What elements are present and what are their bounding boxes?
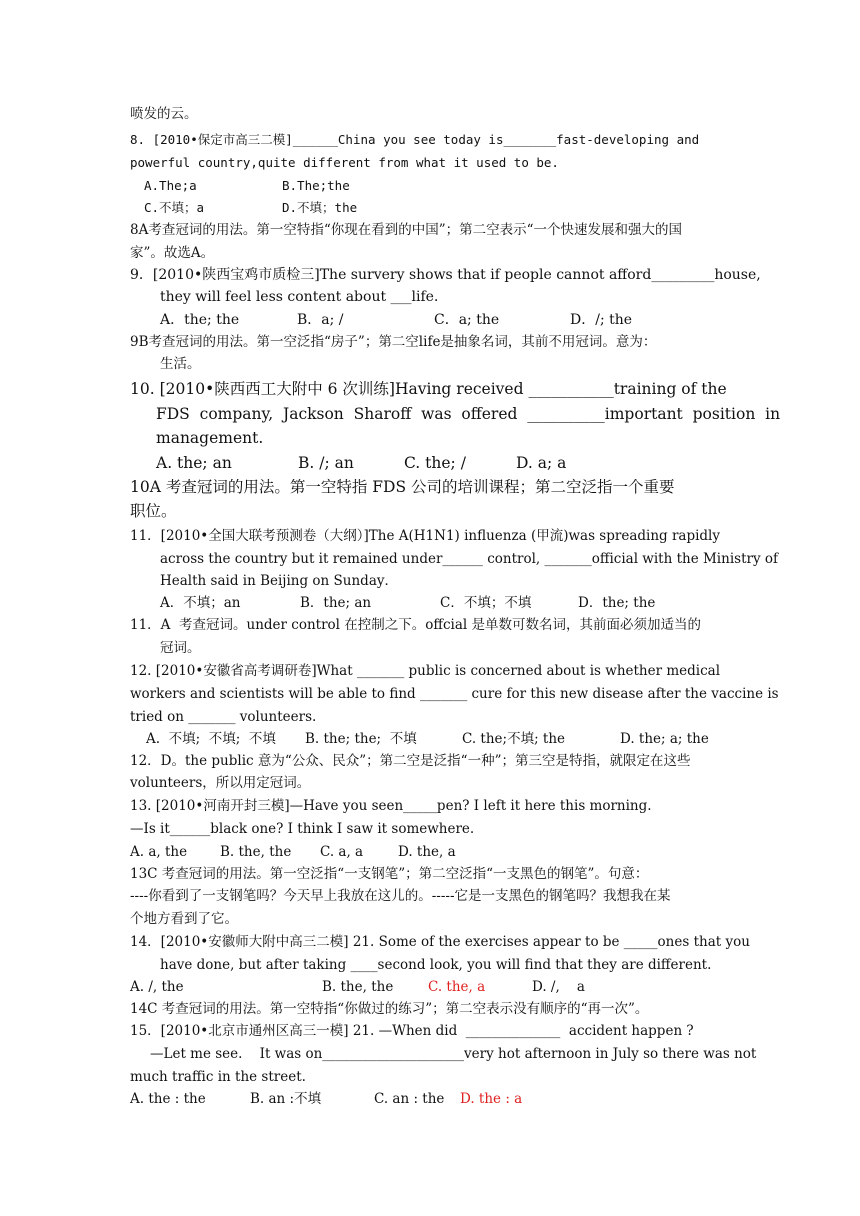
option: C. a, a [320,844,364,860]
line: 喷发的云。 [130,106,198,122]
question-10-stem: FDS company, Jackson Sharoff was offered __________important position in [156,405,781,423]
question-10-stem: management. [156,429,264,447]
question-13-stem: —Is it______black one? I think I saw it somewhere. [130,821,475,837]
option: D. /, a [532,979,585,995]
question-12-stem: workers and scientists will be able to find _______ cure for this new disease after the vaccine is [130,686,779,702]
question-12-stem: tried on _______ volunteers. [130,709,317,725]
option: C.不填；a [144,200,205,215]
question-8-stem: powerful country,quite different from what it used to be. [130,155,559,170]
option: A．不填；an [160,595,241,611]
option: C．不填；不填 [440,595,532,611]
option: B. /; an [298,454,354,472]
option: A. the; an [156,454,232,472]
option: B.The;the [282,178,350,193]
question-12-stem: 12. [2010•安徽省高考调研卷]What _______ public is concerned about is whether medical [130,663,721,679]
option: B. the, the [220,844,292,860]
option: B. the, the [322,979,394,995]
answer-9: 9B考查冠词的用法。第一空泛指“房子”；第二空life是抽象名词，其前不用冠词。意为： [130,334,657,350]
question-8-stem: 8. [2010•保定市高三二模]______China you see today is_______fast-developing and [130,132,700,147]
option: B．a; / [297,312,344,328]
answer-10: 职位。 [130,502,177,520]
question-13-stem: 13. [2010•河南开封三模]—Have you seen_____pen? I left it here this morning. [130,798,652,814]
question-14-stem: have done, but after taking ____second look, you will find that they are different. [160,957,712,973]
option: A．the; the [160,312,240,328]
option: D．the; the [578,595,656,611]
option: D. the; a; the [620,731,709,747]
option: B. the; the; 不填 [305,731,417,747]
answer-8: 家”。故选A。 [130,245,215,261]
option-highlighted: D. the : a [460,1091,523,1107]
answer-11: 11．A 考查冠词。under control 在控制之下。offcial 是单数可数名词，其前面必须加适当的 [130,617,702,633]
question-11-stem: across the country but it remained under______ control, _______official with the Ministry of [160,551,778,567]
answer-13: 个地方看到了它。 [130,911,238,927]
option: A.The;a [144,178,197,193]
option: D．/; the [570,312,633,328]
question-10-stem: 10. [2010•陕西西工大附中 6 次训练]Having received ___________training of the [130,380,727,398]
question-9-stem: 9．[2010•陕西宝鸡市质检三]The survery shows that if people cannot afford_________house, [130,267,761,283]
answer-10: 10A 考查冠词的用法。第一空特指 FDS 公司的培训课程；第二空泛指一个重要 [130,478,675,496]
question-15-stem: 15．[2010•北京市通州区高三一模] 21. —When did ______________ accident happen ? [130,1023,694,1039]
answer-9: 生活。 [160,356,201,372]
question-14-stem: 14．[2010•安徽师大附中高三二模] 21. Some of the exercises appear to be _____ones that you [130,934,750,950]
option: C. the; / [404,454,466,472]
option: C. the;不填; the [462,731,566,747]
option: D. the, a [398,844,456,860]
option: A. /, the [130,979,184,995]
option: A. 不填; 不填; 不填 [146,731,276,747]
answer-12: volunteers，所以用定冠词。 [130,775,311,791]
option: D. a; a [516,454,567,472]
answer-14: 14C 考查冠词的用法。第一空特指“你做过的练习”；第二空表示没有顺序的“再一次”。 [130,1001,649,1017]
answer-11: 冠词。 [160,640,201,656]
option: A. a, the [130,844,188,860]
answer-13: 13C 考查冠词的用法。第一空泛指“一支钢笔”；第二空泛指“一支黑色的钢笔”。句意： [130,866,649,882]
option: D.不填；the [282,200,358,215]
answer-12: 12．D。the public 意为“公众、民众”；第二空是泛指“一种”；第三空是特指，就限定在这些 [130,753,691,769]
question-15-stem: much traffic in the street. [130,1069,306,1085]
option-highlighted: C. the, a [428,979,486,995]
option: C. an : the [374,1091,445,1107]
option: B. an :不填 [250,1091,322,1107]
option: A. the : the [130,1091,206,1107]
answer-13: ----你看到了一支钢笔吗？今天早上我放在这儿的。-----它是一支黑色的钢笔吗？我想我在某 [130,888,671,904]
question-11-stem: Health said in Beijing on Sunday． [160,573,398,589]
question-9-stem: they will feel less content about ___life． [160,289,448,305]
question-11-stem: 11．[2010•全国大联考预测卷（大纲）]The A(H1N1) influenza (甲流)was spreading rapidly [130,528,720,544]
question-15-stem: —Let me see. It was on_____________________very hot afternoon in July so there was not [150,1046,757,1062]
option: C．a; the [434,312,500,328]
answer-8: 8A考查冠词的用法。第一空特指“你现在看到的中国”；第二空表示“一个快速发展和强大的国 [130,222,683,238]
option: B．the; an [300,595,372,611]
